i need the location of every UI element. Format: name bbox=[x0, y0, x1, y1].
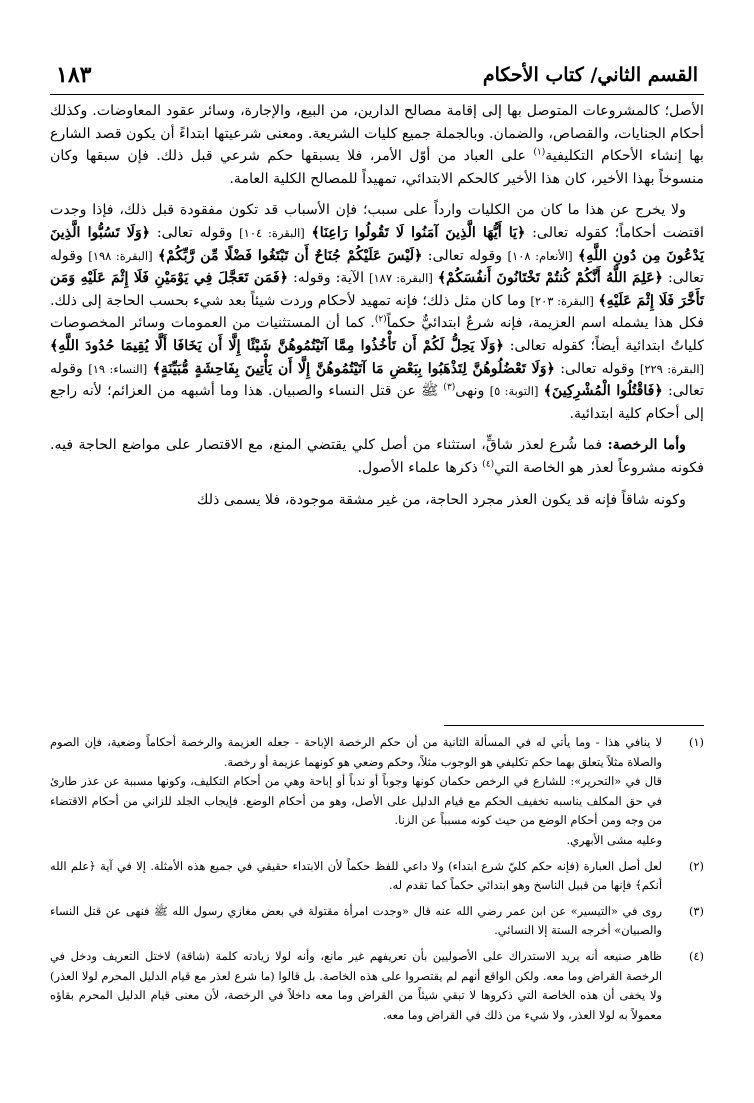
quran-quote: ﴿وَلَا تَسُبُّوا الَّذِينَ يَدْعُونَ مِن دُونِ اللَّهِ﴾ bbox=[50, 224, 704, 264]
paragraph-1: الأصل؛ كالمشروعات المتوصل بها إلى إقامة مصالح الدارين، من البيع، والإجارة، وسائر عقود المعاوضات. وكذلك أحكام الجنايات، والقصاص، والضمان. وبالجملة جميع كليات الشريعة. ومعنى شرعيتها ابتداءً أن يكون قصد الشارع بها إنشاء الأحكام التكليفية$^{(١)}$ على العباد من أوّل الأمر، فلا يسبقها حكم شرعي قبل ذلك. فإن سبقها وكان منسوخاً بهذا الأخير، كان هذا الأخير كالحكم الابتدائي، تمهيداً للمصالح الكلية العامة. bbox=[50, 103, 704, 187]
verse-ref: [الأنعام: ١٠٨] bbox=[507, 248, 573, 263]
footnote-number: (٣) bbox=[688, 903, 704, 918]
footnote-number: (٤) bbox=[688, 948, 704, 963]
footnote-1 bbox=[50, 733, 704, 851]
footnote-ref-3[interactable]: (٣) bbox=[443, 382, 456, 393]
footnote-4 bbox=[50, 947, 704, 1025]
quran-quote: ﴿عَلِمَ اللَّهُ أَنَّكُمْ كُنتُمْ تَخْتَانُونَ أَنفُسَكُمْ﴾ bbox=[437, 270, 663, 287]
verse-ref: [البقرة: ٢٢٩] bbox=[639, 361, 705, 376]
quran-quote: ﴿وَلَا تَعْضُلُوهُنَّ لِتَذْهَبُوا بِبَعْضِ مَا آتَيْتُمُوهُنَّ إِلَّا أَن يَأْتِينَ بِفَاحِشَةٍ مُّبَيِّنَةٍ﴾ bbox=[152, 360, 555, 377]
page-header bbox=[50, 58, 704, 95]
footnote-number: (٢) bbox=[688, 858, 704, 873]
paragraph-4: وكونه شاقاً فإنه قد يكون العذر مجرد الحاجة، من غير مشقة موجودة، فلا يسمى ذلك bbox=[196, 491, 686, 508]
quran-quote: ﴿فَمَن تَعَجَّلَ فِي يَوْمَيْنِ فَلَا إِثْمَ عَلَيْهِ وَمَن تَأَخَّرَ فَلَا إِثْمَ عَلَيْهِ﴾ bbox=[50, 270, 704, 309]
verse-ref: [البقرة: ١٨٧] bbox=[368, 271, 433, 286]
section-lead: وأما الرخصة: bbox=[607, 437, 686, 454]
verse-ref: [البقرة: ١٠٤] bbox=[239, 225, 305, 240]
quran-quote: ﴿لَيْسَ عَلَيْكُمْ جُنَاحٌ أَن تَبْتَغُوا فَضْلًا مِّن رَّبِّكُمْ﴾ bbox=[158, 247, 423, 264]
footnote-text: لا ينافي هذا - وما يأتي له في المسألة الثانية من أن حكم الرخصة الإباحة - جعله العزيمة والرخصة أحكاماً وضعية، فإن الصوم والصلاة مثلاً يتعلق بهما حكم تكليفي هو الوجوب مثلاً، وحكم وضعي هو كونهما عزيمة أو رخصة. bbox=[50, 735, 662, 769]
quran-quote: ﴿فَاقْتُلُوا الْمُشْرِكِينَ﴾ bbox=[543, 383, 663, 400]
footnotes bbox=[50, 733, 704, 1031]
footnote-ref-2[interactable]: (٢) bbox=[374, 314, 387, 325]
footnote-2 bbox=[50, 857, 704, 896]
verse-ref: [البقرة: ١٩٨] bbox=[88, 248, 153, 263]
footnote-text: وعليه مشى الأبهري. bbox=[566, 832, 662, 847]
footnote-ref-1[interactable]: (١) bbox=[533, 147, 546, 158]
verse-ref: [التوبة: ٥] bbox=[489, 384, 539, 399]
verse-ref: [النساء: ١٩] bbox=[88, 361, 148, 376]
running-title: القسم الثاني/ كتاب الأحكام bbox=[482, 64, 698, 86]
page-number: ١٨٣ bbox=[56, 62, 92, 88]
quran-quote: ﴿يَا أَيُّهَا الَّذِينَ آمَنُوا لَا تَقُولُوا رَاعِنَا﴾ bbox=[311, 224, 526, 241]
quran-quote: ﴿وَلَا يَحِلُّ لَكُمْ أَن تَأْخُذُوا مِمَّا آتَيْتُمُوهُنَّ شَيْئًا إِلَّا أَن يَخَافَا أَلَّا يُقِيمَا حُدُودَ اللَّهِ﴾ bbox=[50, 337, 504, 354]
footnote-ref-4[interactable]: (٤) bbox=[482, 459, 495, 470]
footnote-3 bbox=[50, 902, 704, 941]
footnote-number: (١) bbox=[688, 735, 704, 749]
main-text bbox=[50, 100, 704, 520]
paragraph-3: وأما الرخصة: فما شُرع لعذر شاقٍّ، استثناء من أصل كلي يقتضي المنع، مع الاقتصار على مواضع الحاجة فيه. فكونه مشروعاً لعذر هو الخاصة التي$^{(٤)}$ ذكرها علماء الأصول. bbox=[50, 437, 704, 476]
paragraph-2: ولا يخرج عن هذا ما كان من الكليات وارداً على سبب؛ فإن الأسباب قد تكون مفقودة قبل ذلك، فإذا وجدت اقتضت أحكاماً؛ كقوله تعالى: ﴿يَا أَيُّهَا الَّذِينَ آمَنُوا لَا تَقُولُوا رَاعِنَا﴾ [البقرة: ١٠٤] وقوله تعالى: ﴿وَلَا تَسُبُّوا الَّذِينَ يَدْعُونَ مِن دُونِ اللَّهِ﴾ [الأنعام: ١٠٨] وقوله تعالى: ﴿لَيْسَ عَلَيْكُمْ جُنَاحٌ أَن تَبْتَغُوا فَضْلًا مِّن رَّبِّكُمْ﴾ [البقرة: ١٩٨] وقوله تعالى: ﴿عَلِمَ اللَّهُ أَنَّكُمْ كُنتُمْ تَخْتَانُونَ أَنفُسَكُمْ﴾ [البقرة: ١٨٧] الآية: وقوله: ﴿فَمَن تَعَجَّلَ فِي يَوْمَيْنِ فَلَا إِثْمَ عَلَيْهِ وَمَن تَأَخَّرَ فَلَا إِثْمَ عَلَيْهِ﴾ [البقرة: ٢٠٣] وما كان مثل ذلك؛ فإنه تمهيد لأحكام وردت شيئاً بعد شيء بحسب الحاجة إلى ذلك. فكل هذا يشمله اسم العزيمة، فإنه شرعٌ ابتدائيٌّ حكماً$^{(٢)}$. كما أن المستثنيات من العمومات وسائر المخصوصات كلياتٌ ابتدائية أيضاً؛ كقوله تعالى: ﴿وَلَا يَحِلُّ لَكُمْ أَن تَأْخُذُوا مِمَّا آتَيْتُمُوهُنَّ شَيْئًا إِلَّا أَن يَخَافَا أَلَّا يُقِيمَا حُدُودَ اللَّهِ﴾ [البقرة: ٢٢٩] وقوله تعالى: ﴿وَلَا تَعْضُلُوهُنَّ لِتَذْهَبُوا بِبَعْضِ مَا آتَيْتُمُوهُنَّ إِلَّا أَن يَأْتِينَ بِفَاحِشَةٍ مُّبَيِّنَةٍ﴾ [النساء: ١٩] وقوله تعالى: ﴿فَاقْتُلُوا الْمُشْرِكِينَ﴾ [التوبة: ٥] ونهى$^{(٣)}$ ﷺ عن قتل النساء والصبيان. هذا وما أشبهه من العزائم؛ لأنه راجع إلى أحكام كلية ابتدائية. bbox=[50, 202, 705, 422]
footnote-separator bbox=[444, 725, 704, 726]
footnote-text: ظاهر صنيعه أنه يريد الاستدراك على الأصوليين بأن تعريفهم غير مانع، وأنه لولا زيادته كلمة (شاقة) لاختل التعريف ودخل في الرخصة القراض وما معه. ولكن الواقع أنهم لم يقتصروا على هذه الخاصة. بل قالوا (ما شرع لعذر مع قيام الدليل المحرم لولا العذر) ولا يخفى أن هذه الخاصة التي ذكروها لا تبقي شيئاً من القراض وما معه داخلاً في الرخصة، لأن معنى قيام الدليل المحرم بقاؤه معمولاً به لولا العذر، ولا شيء من ذلك في القراض وما معه. bbox=[50, 948, 662, 1022]
footnote-text: روى في «التيسير» عن ابن عمر رضي الله عنه قال «وجدت امرأة مقتولة في بعض مغازي رسول الله ﷺ فنهى عن قتل النساء والصبيان» أخرجه الستة إلا النسائي. bbox=[50, 903, 662, 938]
footnote-text: لعل أصل العبارة (فإنه حكم كليّ شرع ابتداء) ولا داعي للفظ حكماً لأن الابتداء حقيقي في جميع هذه الأمثلة. إلا في آية ﴿علم الله أنكم﴾ فإنها من قبيل الناسخ وهو ابتدائي حكماً كما تقدم له. bbox=[50, 858, 662, 893]
footnote-text: قال في «التحرير»: للشارع في الرخص حكمان كونها وجوباً أو ندباً أو إباحة وهي من أحكام التكليف، وكونها مسببة عن عذر طارئ في حق المكلف يناسبه تخفيف الحكم مع قيام الدليل على الأصل، وهو من أحكام الوضع. فإيجاب الجلد للزاني من أحكام الاقتضاء من وجه ومن أحكام الوضع من حيث كونه مسبباً عن الزنا. bbox=[50, 774, 662, 828]
verse-ref: [البقرة: ٢٠٣] bbox=[530, 293, 594, 308]
